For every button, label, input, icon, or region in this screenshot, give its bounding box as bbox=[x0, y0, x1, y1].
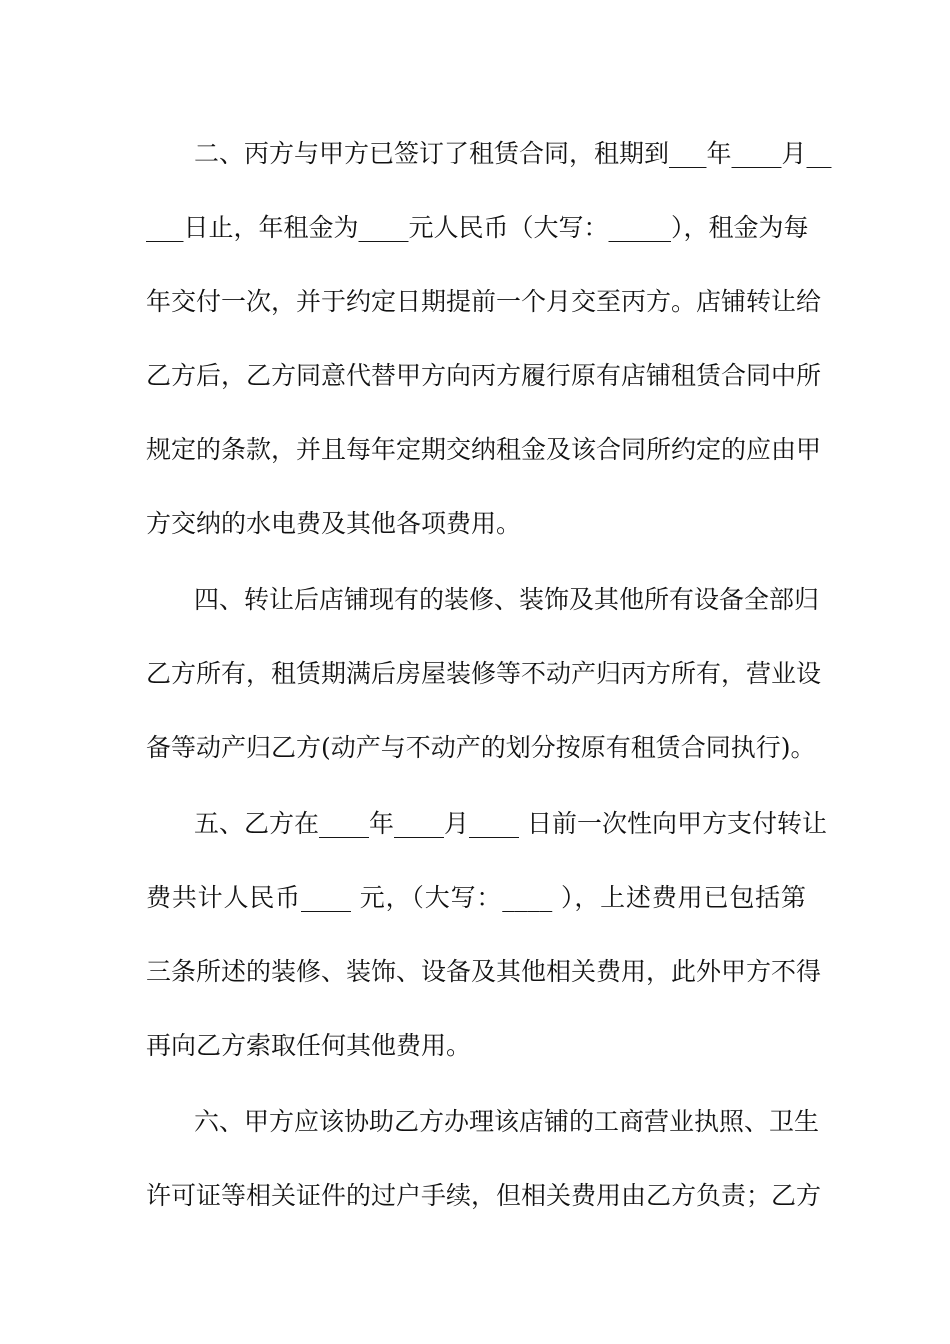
paragraph-line: 六、甲方应该协助乙方办理该店铺的工商营业执照、卫生 bbox=[194, 1107, 820, 1136]
paragraph-line: 年交付一次，并于约定日期提前一个月交至丙方。店铺转让给 bbox=[146, 287, 822, 316]
paragraph-line: 费共计人民币____ 元，（大写：____ ），上述费用已包括第 bbox=[146, 883, 806, 912]
paragraph-line: 五、乙方在____年____月____ 日前一次性向甲方支付转让 bbox=[194, 809, 827, 838]
paragraph-line: 许可证等相关证件的过户手续，但相关费用由乙方负责；乙方 bbox=[146, 1181, 822, 1210]
paragraph-line: 再向乙方索取任何其他费用。 bbox=[146, 1031, 472, 1060]
paragraph-line: 备等动产归乙方(动产与不动产的划分按原有租赁合同执行)。 bbox=[146, 733, 816, 762]
paragraph-line: ___日止，年租金为____元人民币（大写：_____），租金为每 bbox=[146, 213, 809, 242]
paragraph-line: 方交纳的水电费及其他各项费用。 bbox=[146, 509, 522, 538]
paragraph-line: 三条所述的装修、装饰、设备及其他相关费用，此外甲方不得 bbox=[146, 957, 822, 986]
paragraph-line: 四、转让后店铺现有的装修、装饰及其他所有设备全部归 bbox=[194, 585, 820, 614]
paragraph-line: 规定的条款，并且每年定期交纳租金及该合同所约定的应由甲 bbox=[146, 435, 822, 464]
paragraph-line: 二、丙方与甲方已签订了租赁合同，租期到___年____月__ bbox=[194, 139, 832, 168]
paragraph-line: 乙方所有，租赁期满后房屋装修等不动产归丙方所有，营业设 bbox=[146, 659, 822, 688]
paragraph-line: 乙方后，乙方同意代替甲方向丙方履行原有店铺租赁合同中所 bbox=[146, 361, 822, 390]
